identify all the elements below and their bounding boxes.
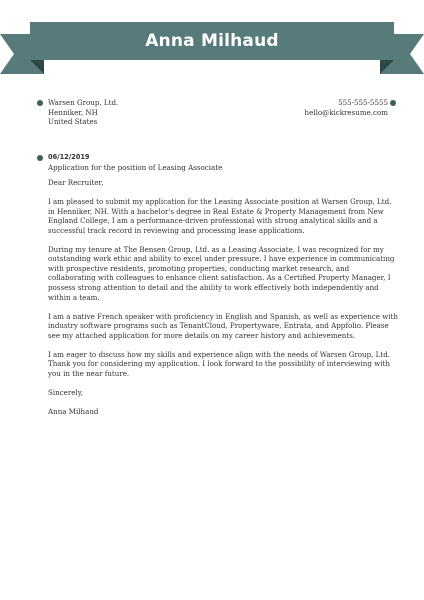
applicant-name: Anna Milhaud [145,31,279,51]
recipient-company: Warsen Group, Ltd. [48,98,119,107]
recipient-city: Henniker, NH [48,107,98,117]
letter-paragraph: I am eager to discuss how my skills and experience align with the needs of Warsen Group, Ltd. Thank you for considering my application. I look forward to the possibility of interviewing with you in the near future. [48,349,390,378]
contact-bullet-icon [390,100,396,106]
contact-email[interactable]: hello@kickresume.com [304,107,388,117]
letter-body [48,153,398,416]
recipient-address [48,98,118,127]
letter-greeting: Dear Recruiter, [48,178,104,188]
letter-date: 06/12/2019 [48,153,90,161]
letter-paragraph: I am pleased to submit my application for the Leasing Associate position at Warsen Group, Ltd. in Henniker, NH. With a bachelor's degree in Real Estate & Property Management from New England College, I am a performance-driven professional with strong analytical skills and a successful track record in reviewing and processing lease applications. [48,197,392,235]
recipient-country: United States [48,117,98,127]
recipient-bullet-icon [37,100,43,106]
contact-info [305,98,388,117]
letter-bullet-icon [37,155,43,161]
letter-closing: Sincerely, [48,387,84,397]
letter-paragraph: During my tenure at The Bensen Group, Ltd. as a Leasing Associate, I was recognized for my outstanding work ethic and ability to excel under pressure. I have experience in communicating with prospective residents, promoting properties, conducting market research, and collaborating with colleagues to enhance client satisfaction. As a Certified Property Manager, I possess strong attention to detail and the ability to work effectively both independently and within a team. [48,244,395,302]
letter-signature: Anna Milhaud [48,406,99,416]
letter-subject: Application for the position of Leasing Associate [48,162,223,172]
contact-phone: 555-555-5555 [338,98,388,107]
letter-paragraph: I am a native French speaker with proficiency in English and Spanish, as well as experience with industry software programs such as TenantCloud, Propertyware, Entrata, and Appfolio. Please see my attached application for more details on my career history and achievements. [48,311,398,340]
